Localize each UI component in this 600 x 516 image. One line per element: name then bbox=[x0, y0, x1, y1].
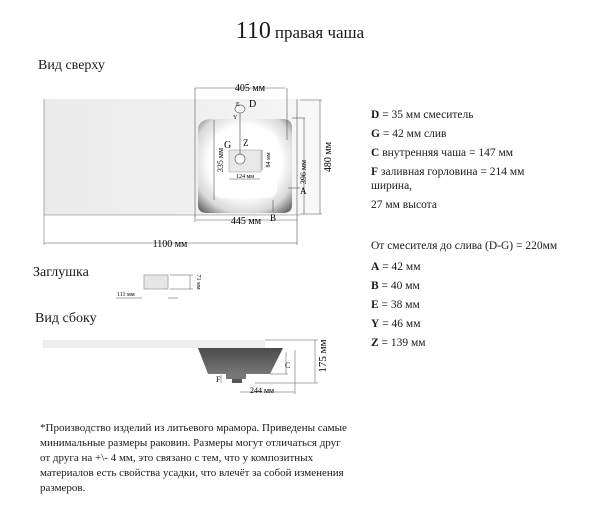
label-c: C bbox=[285, 361, 291, 370]
model-number: 110 bbox=[235, 18, 271, 44]
label-y: Y bbox=[233, 115, 238, 121]
drain-icon bbox=[235, 154, 245, 164]
side-dim-175: 175 мм bbox=[317, 339, 329, 373]
spec-a: A = 42 мм bbox=[371, 261, 421, 273]
side-view-label: Вид сбоку bbox=[35, 311, 97, 326]
label-z: Z bbox=[243, 138, 249, 148]
dim-480: 480 мм bbox=[323, 141, 334, 173]
plug-shape bbox=[144, 275, 168, 289]
spec-list-2 bbox=[371, 260, 426, 350]
spec-f: F заливная горловина = 214 мм bbox=[371, 166, 525, 178]
dim-1100: 1100 мм bbox=[152, 239, 188, 250]
dim-445: 445 мм bbox=[230, 216, 262, 227]
top-view-label: Вид сверху bbox=[38, 58, 105, 73]
side-slab bbox=[43, 340, 265, 348]
dim-335: 335 мм bbox=[216, 147, 225, 173]
spec-b: B = 40 мм bbox=[371, 280, 420, 292]
label-g: G bbox=[224, 140, 232, 151]
label-b: B bbox=[270, 213, 277, 223]
model-description: правая чаша bbox=[274, 23, 365, 42]
label-f: F bbox=[216, 375, 221, 384]
footnote: *Производство изделий из литьевого мрамора. Приведены самые минимальные размеры раковин. Размеры могут отличаться друг от друга на +\- 4 мм, это связано с тем, что у композитных материалов есть свойства усадки, что влечёт за собой изменения размеров. bbox=[40, 422, 347, 494]
dim-124: 124 мм bbox=[235, 174, 255, 180]
spec-f-width: ширина, bbox=[371, 180, 413, 192]
spec-z: Z = 139 мм bbox=[371, 337, 426, 349]
side-dim-244: 244 мм bbox=[249, 386, 275, 395]
spec-e: E = 38 мм bbox=[371, 299, 420, 311]
label-e: E bbox=[236, 102, 240, 108]
spec-y: Y = 46 мм bbox=[371, 318, 421, 330]
spec-list bbox=[371, 108, 524, 212]
dim-84: 84 мм bbox=[266, 152, 272, 168]
label-a: A bbox=[300, 186, 307, 196]
spec-c: C внутренняя чаша = 147 мм bbox=[371, 147, 514, 159]
dim-396: 396 мм bbox=[299, 159, 308, 185]
spec-g: G = 42 мм слив bbox=[371, 128, 447, 140]
spec-d: D = 35 мм смеситель bbox=[371, 109, 474, 121]
plug-label: Заглушка bbox=[33, 265, 89, 280]
distance-note: От смесителя до слива (D-G) = 220мм bbox=[371, 240, 558, 252]
label-d: D bbox=[249, 99, 257, 110]
plug-dim-71: 71 мм bbox=[195, 274, 201, 290]
dim-405: 405 мм bbox=[234, 83, 266, 94]
side-bowl bbox=[198, 348, 283, 374]
spec-f-height: 27 мм высота bbox=[371, 199, 437, 211]
plug-dim-111: 111 мм bbox=[117, 292, 135, 298]
